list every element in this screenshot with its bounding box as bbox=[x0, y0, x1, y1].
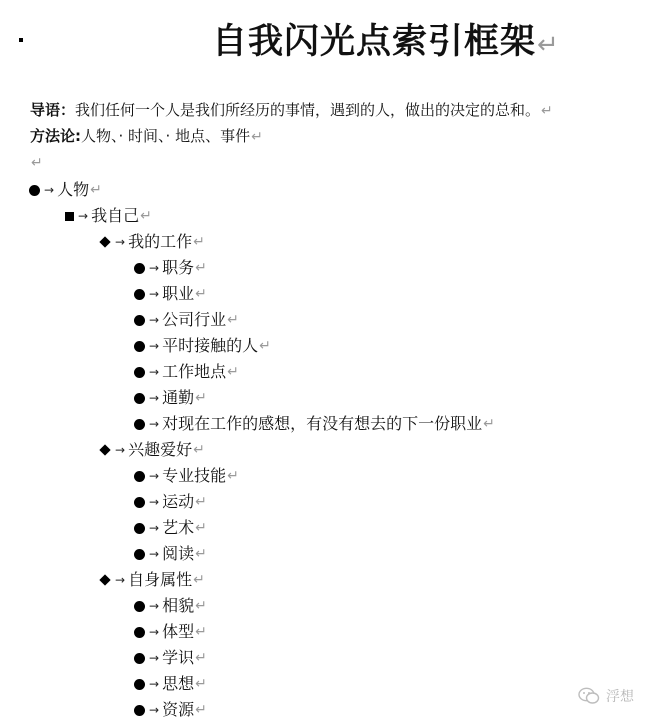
outline-item bbox=[0, 515, 495, 541]
methodology-line bbox=[30, 126, 263, 147]
outline-item bbox=[0, 307, 495, 333]
intro-label: 导语： bbox=[30, 101, 76, 119]
outline-item-text: 人物 bbox=[57, 180, 90, 199]
diamond-bullet-icon bbox=[99, 574, 110, 585]
outline-item-text: 平时接触的人 bbox=[162, 336, 259, 355]
circle-bullet-icon bbox=[29, 185, 40, 196]
paragraph-mark-icon: ↵ bbox=[541, 103, 553, 119]
outline-item-text: 职业 bbox=[162, 284, 195, 303]
paragraph-mark-icon: ↵ bbox=[195, 286, 207, 302]
outline-item-text: 我自己 bbox=[91, 206, 140, 225]
title-text: 自我闪光点索引框架 bbox=[212, 22, 537, 62]
outline-item-text: 阅读 bbox=[162, 544, 195, 563]
paragraph-mark-icon: ↵ bbox=[483, 416, 495, 432]
tab-arrow-icon: → bbox=[149, 651, 160, 665]
outline-item bbox=[0, 177, 495, 203]
outline-item bbox=[0, 463, 495, 489]
paragraph-mark-icon: ↵ bbox=[195, 390, 207, 406]
outline-item-text: 相貌 bbox=[162, 596, 195, 615]
tab-arrow-icon: → bbox=[149, 417, 160, 431]
paragraph-mark-icon: ↵ bbox=[193, 234, 205, 250]
paragraph-mark-icon: ↵ bbox=[195, 598, 207, 614]
paragraph-mark-icon: ↵ bbox=[195, 494, 207, 510]
tab-arrow-icon: → bbox=[44, 183, 55, 197]
circle-bullet-icon bbox=[134, 471, 145, 482]
paragraph-mark-icon: ↵ bbox=[195, 624, 207, 640]
paragraph-mark-icon: ↵ bbox=[193, 572, 205, 588]
tab-arrow-icon: → bbox=[149, 521, 160, 535]
outline-item bbox=[0, 437, 495, 463]
circle-bullet-icon bbox=[134, 263, 145, 274]
circle-bullet-icon bbox=[134, 367, 145, 378]
outline-item bbox=[0, 385, 495, 411]
tab-arrow-icon: → bbox=[149, 599, 160, 613]
tab-arrow-icon: → bbox=[115, 235, 126, 249]
circle-bullet-icon bbox=[134, 315, 145, 326]
square-bullet-icon bbox=[65, 212, 74, 221]
methodology-label: 方法论: bbox=[30, 127, 81, 145]
outline-item-text: 艺术 bbox=[162, 518, 195, 537]
outline-item bbox=[0, 359, 495, 385]
paragraph-mark-icon: ↵ bbox=[31, 155, 43, 171]
circle-bullet-icon bbox=[134, 523, 145, 534]
outline-item-text: 资源 bbox=[162, 700, 195, 719]
paragraph-mark-icon: ↵ bbox=[195, 676, 207, 692]
paragraph-mark-icon: ↵ bbox=[227, 312, 239, 328]
watermark-text: 浮想 bbox=[606, 689, 634, 705]
outline-item-text: 学识 bbox=[162, 648, 195, 667]
watermark bbox=[578, 686, 634, 706]
paragraph-mark-icon: ↵ bbox=[259, 338, 271, 354]
wechat-icon bbox=[578, 687, 600, 705]
diamond-bullet-icon bbox=[99, 236, 110, 247]
paragraph-mark-icon: ↵ bbox=[90, 182, 102, 198]
outline-item-text: 体型 bbox=[162, 622, 195, 641]
outline-item bbox=[0, 567, 495, 593]
outline-item-text: 职务 bbox=[162, 258, 195, 277]
empty-paragraph bbox=[30, 152, 43, 173]
outline-item-text: 专业技能 bbox=[162, 466, 227, 485]
diamond-bullet-icon bbox=[99, 444, 110, 455]
tab-arrow-icon: → bbox=[149, 313, 160, 327]
tab-arrow-icon: → bbox=[149, 469, 160, 483]
tab-arrow-icon: → bbox=[149, 677, 160, 691]
paragraph-mark-icon: ↵ bbox=[251, 129, 263, 145]
paragraph-mark-icon: ↵ bbox=[195, 702, 207, 718]
outline-item-text: 运动 bbox=[162, 492, 195, 511]
tab-arrow-icon: → bbox=[149, 287, 160, 301]
tab-arrow-icon: → bbox=[149, 365, 160, 379]
tab-arrow-icon: → bbox=[149, 625, 160, 639]
paragraph-mark-icon: ↵ bbox=[195, 546, 207, 562]
paragraph-mark-icon: ↵ bbox=[140, 208, 152, 224]
circle-bullet-icon bbox=[134, 549, 145, 560]
document-marker-dot bbox=[19, 38, 23, 42]
circle-bullet-icon bbox=[134, 653, 145, 664]
paragraph-mark-icon: ↵ bbox=[193, 442, 205, 458]
circle-bullet-icon bbox=[134, 705, 145, 716]
outline-item-text: 思想 bbox=[162, 674, 195, 693]
paragraph-mark-icon: ↵ bbox=[537, 30, 560, 60]
circle-bullet-icon bbox=[134, 627, 145, 638]
outline-item bbox=[0, 593, 495, 619]
tab-arrow-icon: → bbox=[149, 261, 160, 275]
outline-item-text: 兴趣爱好 bbox=[128, 440, 193, 459]
tab-arrow-icon: → bbox=[149, 547, 160, 561]
circle-bullet-icon bbox=[134, 341, 145, 352]
outline-item bbox=[0, 411, 495, 437]
outline-list bbox=[0, 177, 495, 723]
circle-bullet-icon bbox=[134, 419, 145, 430]
outline-item-text: 通勤 bbox=[162, 388, 195, 407]
outline-item-text: 对现在工作的感想，有没有想去的下一份职业 bbox=[162, 414, 483, 433]
tab-arrow-icon: → bbox=[149, 339, 160, 353]
outline-item bbox=[0, 671, 495, 697]
outline-item-text: 自身属性 bbox=[128, 570, 193, 589]
outline-item bbox=[0, 229, 495, 255]
circle-bullet-icon bbox=[134, 679, 145, 690]
tab-arrow-icon: → bbox=[115, 443, 126, 457]
paragraph-mark-icon: ↵ bbox=[195, 520, 207, 536]
outline-item-text: 工作地点 bbox=[162, 362, 227, 381]
outline-item bbox=[0, 333, 495, 359]
outline-item bbox=[0, 541, 495, 567]
paragraph-mark-icon: ↵ bbox=[227, 364, 239, 380]
outline-item-text: 公司行业 bbox=[162, 310, 227, 329]
outline-item-text: 我的工作 bbox=[128, 232, 193, 251]
circle-bullet-icon bbox=[134, 393, 145, 404]
outline-item bbox=[0, 281, 495, 307]
paragraph-mark-icon: ↵ bbox=[195, 650, 207, 666]
circle-bullet-icon bbox=[134, 601, 145, 612]
outline-item bbox=[0, 645, 495, 671]
intro-line bbox=[30, 100, 553, 121]
paragraph-mark-icon: ↵ bbox=[227, 468, 239, 484]
outline-item bbox=[0, 489, 495, 515]
circle-bullet-icon bbox=[134, 289, 145, 300]
circle-bullet-icon bbox=[134, 497, 145, 508]
outline-item bbox=[0, 697, 495, 723]
outline-item bbox=[0, 255, 495, 281]
outline-item bbox=[0, 619, 495, 645]
page-title bbox=[212, 14, 560, 64]
tab-arrow-icon: → bbox=[149, 495, 160, 509]
methodology-text: 人物、· 时间、· 地点、事件 bbox=[81, 127, 251, 145]
tab-arrow-icon: → bbox=[149, 391, 160, 405]
tab-arrow-icon: → bbox=[115, 573, 126, 587]
tab-arrow-icon: → bbox=[78, 209, 89, 223]
paragraph-mark-icon: ↵ bbox=[195, 260, 207, 276]
tab-arrow-icon: → bbox=[149, 703, 160, 717]
outline-item bbox=[0, 203, 495, 229]
intro-text: 我们任何一个人是我们所经历的事情，遇到的人，做出的决定的总和。 bbox=[75, 101, 541, 119]
